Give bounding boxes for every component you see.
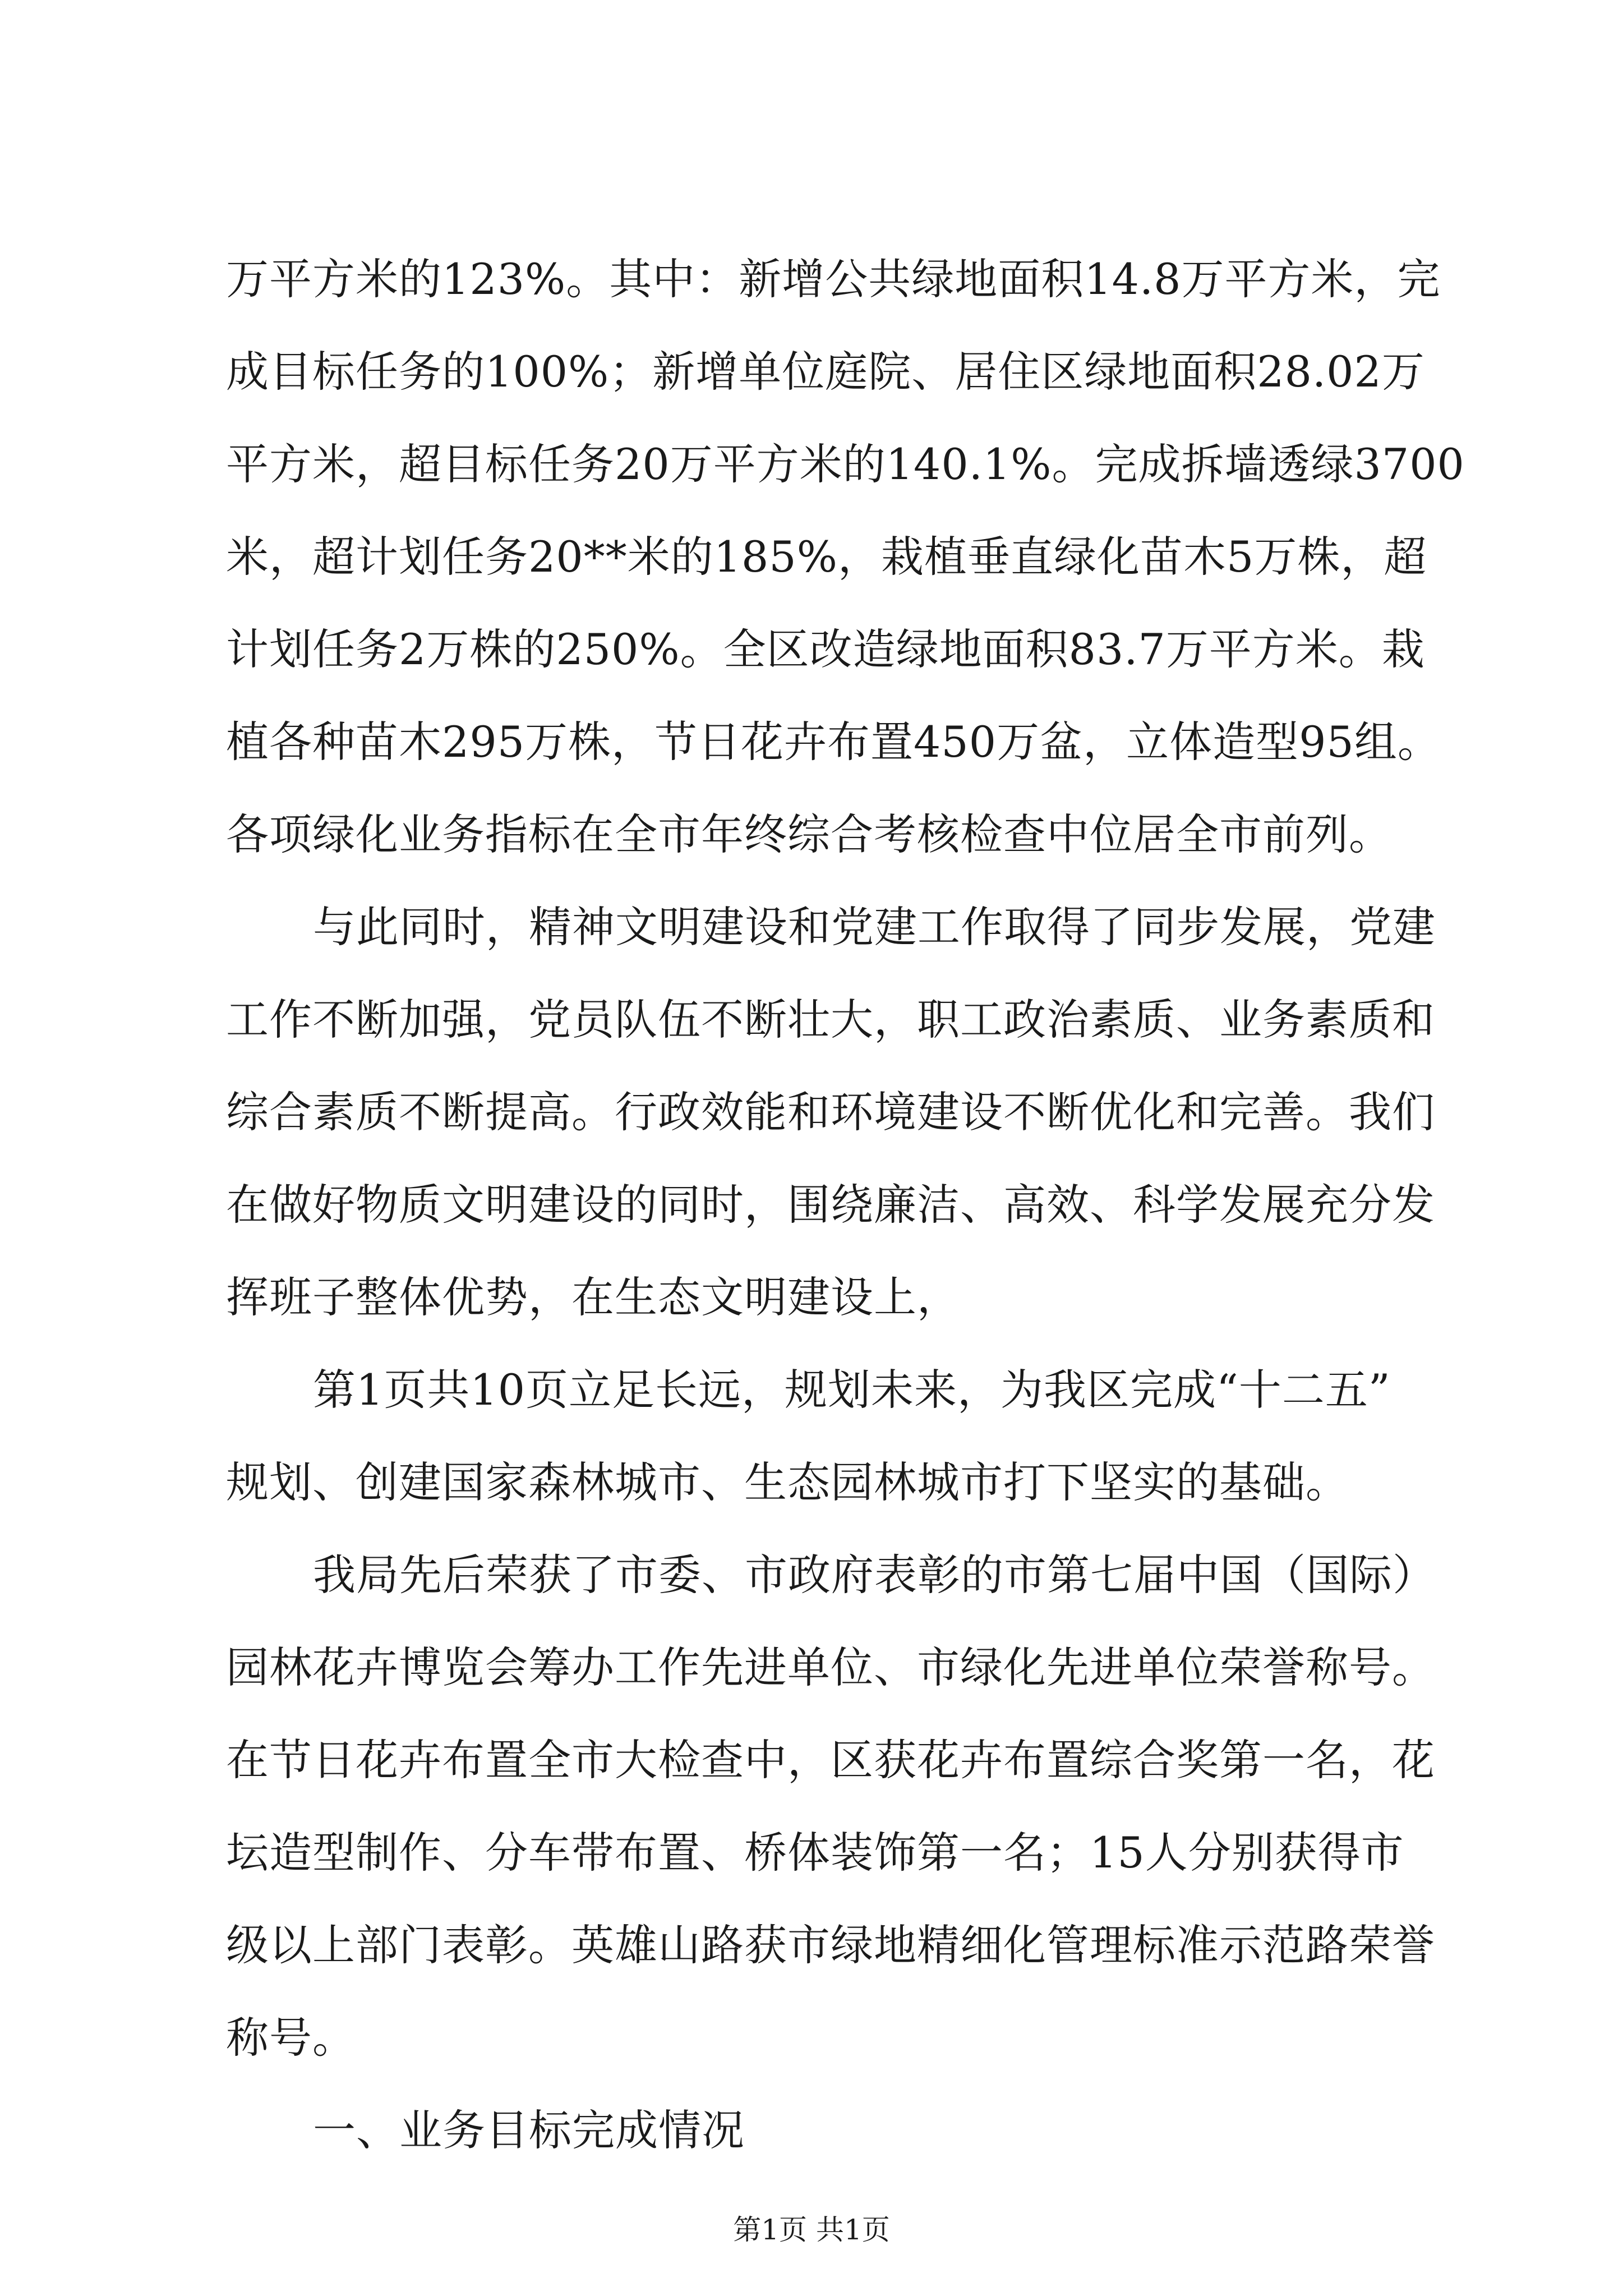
section-heading: 一、业务目标完成情况 [313,2105,745,2155]
body-line-10: 综合素质不断提高。行政效能和环境建设不断优化和完善。我们 [226,1087,1435,1137]
body-line-14: 规划、创建国家森林城市、生态园林城市打下坚实的基础。 [226,1457,1349,1507]
body-line-8: 与此同时，精神文明建设和党建工作取得了同步发展，党建 [313,902,1436,952]
body-line-18: 坛造型制作、分车带布置、桥体装饰第一名；15人分别获得市 [226,1828,1404,1878]
body-line-12: 挥班子整体优势，在生态文明建设上， [226,1272,960,1322]
body-line-6: 植各种苗木295万株，节日花卉布置450万盆，立体造型95组。 [226,717,1441,767]
body-line-4: 米，超计划任务20**米的185%，栽植垂直绿化苗木5万株，超 [226,532,1427,582]
body-line-16: 园林花卉博览会筹办工作先进单位、市绿化先进单位荣誉称号。 [226,1642,1435,1692]
body-line-9: 工作不断加强，党员队伍不断壮大，职工政治素质、业务素质和 [226,995,1435,1045]
body-line-15: 我局先后荣获了市委、市政府表彰的市第七届中国（国际） [313,1550,1436,1600]
body-line-3: 平方米，超目标任务20万平方米的140.1%。完成拆墙透绿3700 [226,439,1465,489]
body-line-11: 在做好物质文明建设的同时，围绕廉洁、高效、科学发展充分发 [226,1180,1435,1230]
page-footer: 第1页 共1页 [733,2214,890,2246]
body-line-7: 各项绿化业务指标在全市年终综合考核检查中位居全市前列。 [226,809,1392,859]
body-line-2: 成目标任务的100%；新增单位庭院、居住区绿地面积28.02万 [226,347,1425,397]
body-line-13: 第1页共10页立足长远，规划未来，为我区完成“十二五” [313,1365,1391,1415]
body-line-5: 计划任务2万株的250%。全区改造绿地面积83.7万平方米。栽 [226,624,1425,674]
body-line-20: 称号。 [226,2013,356,2063]
body-line-1: 万平方米的123%。其中：新增公共绿地面积14.8万平方米，完 [226,254,1441,304]
body-line-17: 在节日花卉布置全市大检查中，区获花卉布置综合奖第一名，花 [226,1735,1435,1785]
body-line-19: 级以上部门表彰。英雄山路获市绿地精细化管理标准示范路荣誉 [226,1920,1435,1970]
